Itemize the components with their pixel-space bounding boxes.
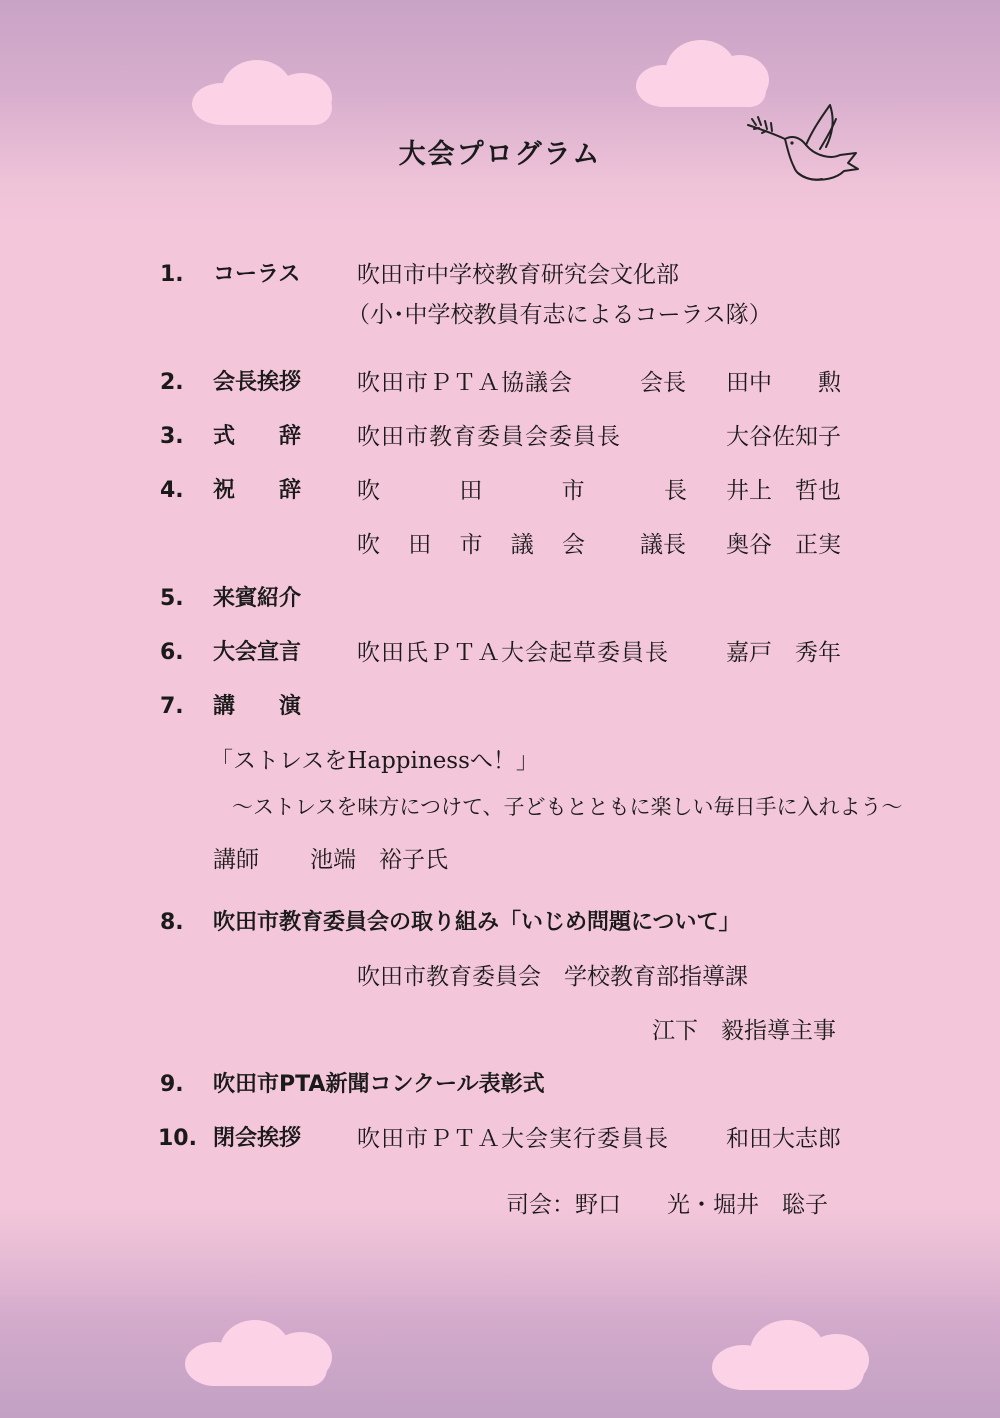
master-of-ceremonies: 司会：野口 光・堀井 聡子 xyxy=(506,1192,828,1218)
item-1-line-1: 吹田市中学校教育研究会文化部 xyxy=(357,262,679,288)
item-10-label: 閉会挨拶 xyxy=(213,1126,302,1151)
item-6-number: 6. xyxy=(160,640,184,665)
item-8-name: 江下 毅指導主事 xyxy=(652,1018,836,1044)
item-6-name: 嘉戸 秀年 xyxy=(726,640,841,666)
item-5-number: 5. xyxy=(160,586,184,611)
item-4-org-2-char-3: 市 xyxy=(459,532,483,558)
item-4-org-2-char-1: 吹 xyxy=(357,532,380,558)
item-3-org: 吹田市教育委員会委員長 xyxy=(357,424,621,450)
item-4-name-2: 奥谷 正実 xyxy=(726,532,841,558)
item-2-org: 吹田市ＰＴＡ協議会 xyxy=(357,370,573,396)
item-6-org: 吹田氏ＰＴＡ大会起草委員長 xyxy=(357,640,669,666)
cloud-bottom-right xyxy=(712,1320,872,1392)
item-10-number: 10. xyxy=(158,1126,197,1151)
cloud-top-left xyxy=(192,55,342,125)
cloud-bottom-left xyxy=(185,1320,335,1388)
item-4-name: 井上 哲也 xyxy=(726,478,841,504)
item-10-org: 吹田市ＰＴＡ大会実行委員長 xyxy=(357,1126,669,1152)
lecturer-name: 池端 裕子氏 xyxy=(310,847,448,873)
item-8-number: 8. xyxy=(160,910,184,935)
item-3-label: 式 辞 xyxy=(213,424,302,449)
lecture-subtitle: ～ストレスを味方につけて、子どもとともに楽しい毎日手に入れよう～ xyxy=(232,795,903,819)
lecturer-role: 講師 xyxy=(213,847,259,873)
item-1-label: コーラス xyxy=(213,262,301,287)
item-3-number: 3. xyxy=(160,424,184,449)
item-1-number: 1. xyxy=(160,262,184,287)
page-title: 大会プログラム xyxy=(398,139,602,170)
lecture-title: 「ストレスをHappinessへ！」 xyxy=(210,748,539,774)
item-7-label: 講 演 xyxy=(213,694,302,719)
item-4-label: 祝 辞 xyxy=(213,478,302,503)
item-4-org xyxy=(357,476,687,506)
item-4-number: 4. xyxy=(160,478,184,503)
item-6-label: 大会宣言 xyxy=(213,640,302,665)
item-4-org-char-4: 長 xyxy=(663,478,687,504)
item-4-org-2-char-5: 会 xyxy=(562,532,585,558)
item-7-number: 7. xyxy=(160,694,184,719)
item-5-label: 来賓紹介 xyxy=(213,586,302,611)
item-9-label: 吹田市PTA新聞コンクール表彰式 xyxy=(213,1072,545,1097)
item-2-label: 会長挨拶 xyxy=(213,370,302,395)
item-4-org-char-2: 田 xyxy=(459,478,483,504)
item-9-number: 9. xyxy=(160,1072,184,1097)
item-4-org-2-char-4: 議 xyxy=(510,532,534,558)
item-2-number: 2. xyxy=(160,370,184,395)
item-8-org: 吹田市教育委員会 学校教育部指導課 xyxy=(357,964,748,990)
item-4-org-char-3: 市 xyxy=(561,478,585,504)
item-4-org-2-char-2: 田 xyxy=(408,532,432,558)
item-2-name: 田中 勲 xyxy=(726,370,841,396)
item-4-org-2 xyxy=(357,530,585,560)
item-2-role: 会長 xyxy=(640,370,686,396)
item-3-name: 大谷佐知子 xyxy=(726,424,841,450)
item-8-label: 吹田市教育委員会の取り組み「いじめ問題について」 xyxy=(213,910,741,935)
item-4-org-char-1: 吹 xyxy=(357,478,380,504)
item-4-role-2: 議長 xyxy=(640,532,686,558)
item-1-line-2: （小･中学校教員有志によるコーラス隊） xyxy=(347,302,772,328)
dove-icon xyxy=(740,95,865,195)
item-10-name: 和田大志郎 xyxy=(726,1126,841,1152)
